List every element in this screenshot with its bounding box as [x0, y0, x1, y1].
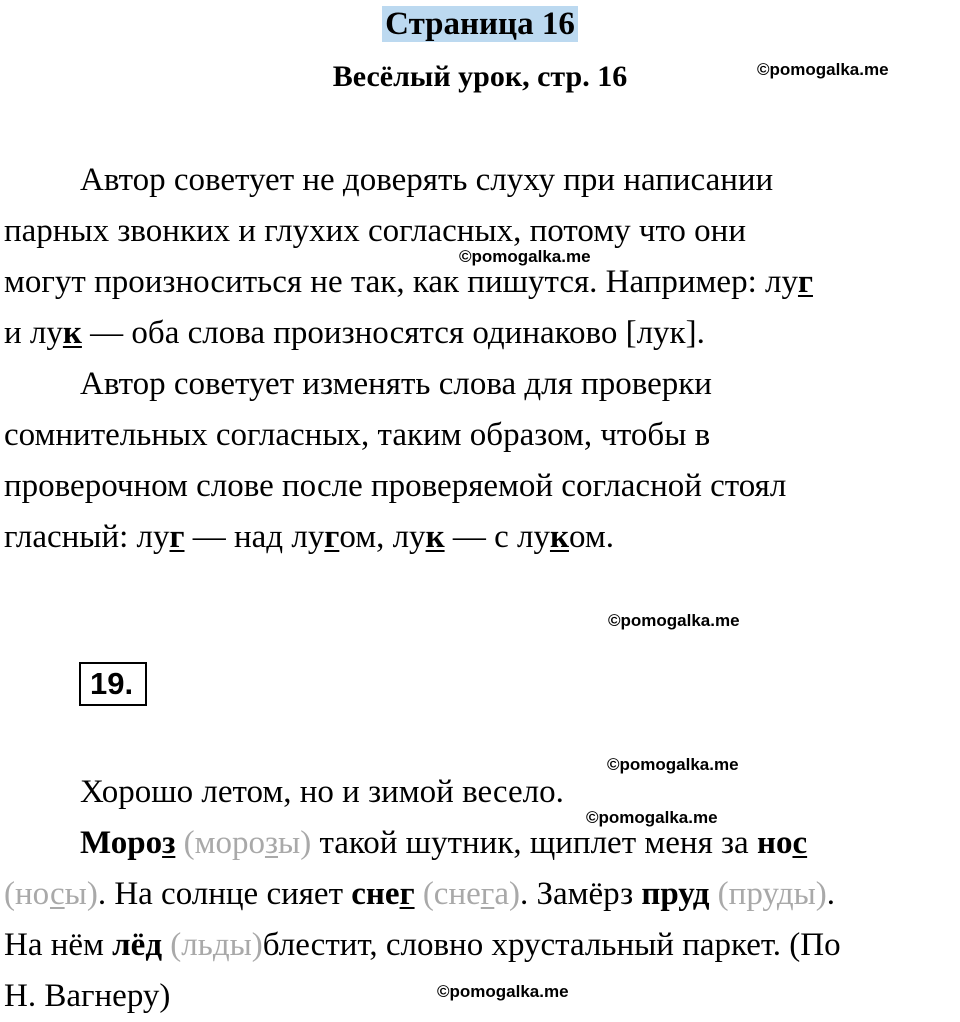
- text-fragment: ом, лу: [339, 519, 426, 555]
- answer-paragraph-1-line: парных звонких и глухих согласных, потому что они: [4, 213, 747, 249]
- text-fragment: нос: [756, 825, 808, 861]
- lesson-subtitle: Весёлый урок, стр. 16: [332, 60, 628, 93]
- answer-paragraph-2-line: Автор советует изменять слова для проверки: [80, 366, 712, 402]
- watermark: ©pomogalka.me: [757, 60, 889, 79]
- answer-paragraph-2-line: сомнительных согласных, таким образом, чтобы в: [4, 417, 711, 453]
- answer-paragraph-1-line: [4, 308, 956, 359]
- text-fragment: снег: [351, 876, 415, 912]
- text-fragment: ом.: [568, 519, 614, 555]
- text-fragment: На нём: [4, 927, 113, 963]
- check-letter: д: [212, 927, 230, 963]
- highlighted-letter: г: [324, 519, 340, 555]
- highlighted-letter: д: [145, 927, 163, 963]
- check-letter: з: [264, 825, 279, 861]
- text-fragment: — оба слова произносятся одинаково [лук].: [81, 315, 705, 351]
- task-number-dot: .: [124, 666, 134, 701]
- check-word: (снега): [414, 876, 520, 912]
- highlighted-letter: к: [62, 315, 82, 351]
- text-fragment: такой шутник, щиплет меня за: [311, 825, 757, 861]
- check-word: (носы): [4, 876, 98, 912]
- highlighted-letter: г: [169, 519, 185, 555]
- watermark: ©pomogalka.me: [607, 755, 739, 774]
- task-number-box: [79, 662, 147, 706]
- text-fragment: — с лу: [444, 519, 550, 555]
- answer-paragraph-2-line: проверочном слове после проверяемой согласной стоял: [4, 468, 787, 504]
- task-line: [4, 869, 956, 920]
- check-letter: д: [776, 876, 794, 912]
- task-text: [4, 767, 956, 1022]
- page-title: [0, 4, 960, 44]
- text-fragment: . На солнце сияет: [97, 876, 352, 912]
- page-title-text: Страница 16: [382, 6, 578, 42]
- check-letter: с: [49, 876, 65, 912]
- check-letter: г: [480, 876, 495, 912]
- task-line: [4, 818, 956, 869]
- text-fragment: .: [826, 876, 836, 912]
- highlighted-letter: к: [425, 519, 445, 555]
- answer-paragraph-2-line: [4, 512, 956, 563]
- watermark: ©pomogalka.me: [608, 611, 740, 630]
- text-fragment: Мороз: [80, 825, 176, 861]
- highlighted-letter: д: [692, 876, 710, 912]
- answer-paragraph-1-line: [4, 257, 956, 308]
- answer-text: [4, 155, 956, 563]
- check-word: (морозы): [175, 825, 312, 861]
- task-line: Н. Вагнеру): [4, 978, 171, 1014]
- highlighted-letter: г: [399, 876, 415, 912]
- highlighted-letter: к: [549, 519, 569, 555]
- text-fragment: . Замёрз: [519, 876, 642, 912]
- highlighted-letter: з: [162, 825, 176, 861]
- highlighted-letter: г: [797, 264, 813, 300]
- text-fragment: гласный: лу: [4, 519, 170, 555]
- text-fragment: — над лу: [184, 519, 325, 555]
- text-fragment: и лу: [4, 315, 63, 351]
- check-word: (пруды): [709, 876, 827, 912]
- text-fragment: могут произноситься не так, как пишутся. Например: лу: [4, 264, 798, 300]
- task-line: Хорошо летом, но и зимой весело.: [80, 774, 564, 810]
- task-number: 19: [90, 666, 125, 701]
- watermark: ©pomogalka.me: [437, 982, 569, 1001]
- task-line: [4, 920, 956, 971]
- highlighted-letter: с: [792, 825, 808, 861]
- watermark: ©pomogalka.me: [459, 247, 591, 266]
- watermark: ©pomogalka.me: [586, 808, 718, 827]
- text-fragment: блестит, словно хрустальный паркет. (По: [262, 927, 841, 963]
- answer-paragraph-1-line: Автор советует не доверять слуху при написании: [80, 162, 774, 198]
- check-word: (льды): [162, 927, 263, 963]
- text-fragment: пруд: [641, 876, 710, 912]
- text-fragment: лёд: [112, 927, 163, 963]
